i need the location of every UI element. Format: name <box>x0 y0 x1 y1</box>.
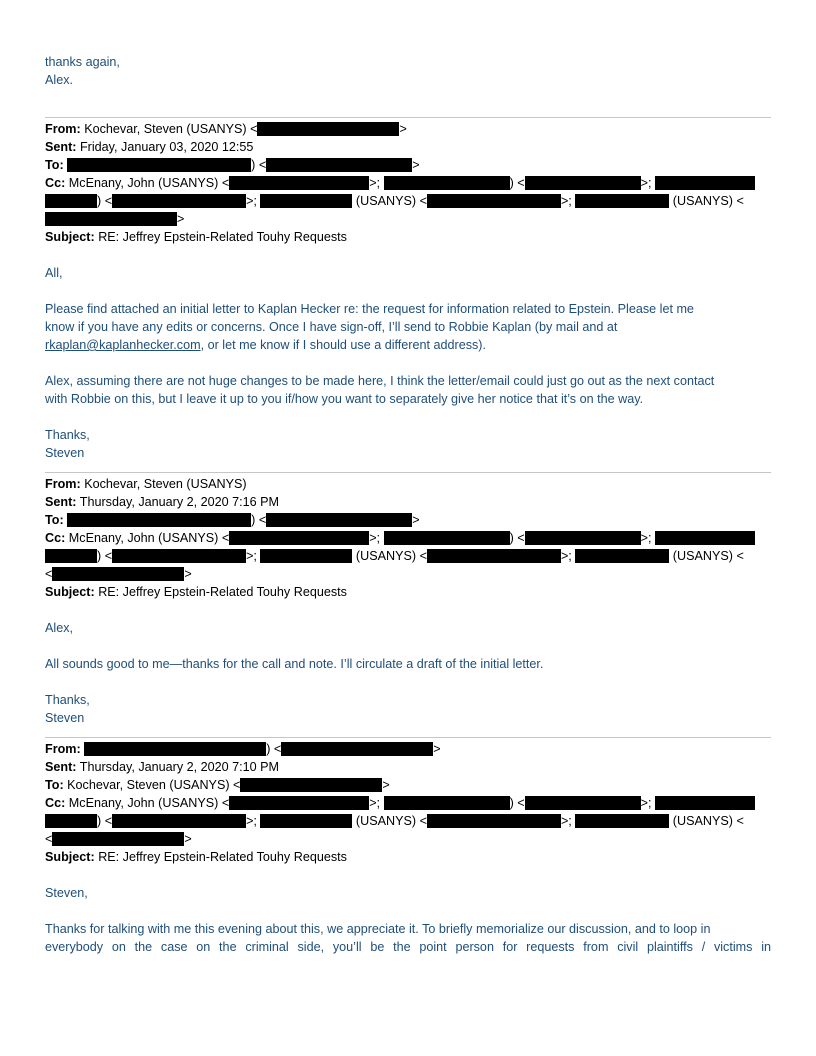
header-divider <box>45 117 771 118</box>
email-signoff: Thanks, <box>45 428 90 442</box>
redaction <box>384 531 510 545</box>
body-text: All sounds good to me—thanks for the call and note. I’ll circulate a draft of the initial letter. <box>45 657 544 671</box>
redaction <box>575 814 669 828</box>
redaction <box>384 176 510 190</box>
from-value: Kochevar, Steven (USANYS) < <box>84 122 258 136</box>
redaction <box>575 194 669 208</box>
redaction <box>525 531 641 545</box>
redaction <box>266 158 412 172</box>
redaction <box>427 194 561 208</box>
redaction <box>281 742 433 756</box>
body-text: with Robbie on this, but I leave it up to you if/how you want to separately give her notice that it’s on the way. <box>45 392 644 406</box>
email-greeting: All, <box>45 266 63 280</box>
cc-value: McEnany, John (USANYS) < <box>68 796 230 810</box>
redaction <box>427 549 561 563</box>
email-greeting: Steven, <box>45 886 88 900</box>
redaction <box>655 531 755 545</box>
redaction <box>112 194 246 208</box>
body-text: Alex, assuming there are not huge changes to be made here, I think the letter/email could just go out as the next contact <box>45 374 715 388</box>
redaction <box>45 194 97 208</box>
redaction <box>229 796 369 810</box>
email-signature: Steven <box>45 446 85 460</box>
subject-value: RE: Jeffrey Epstein-Related Touhy Requests <box>98 230 347 244</box>
redaction <box>52 832 184 846</box>
email-header-1: From: Kochevar, Steven (USANYS) < > Sent: Friday, January 03, 2020 12:55 To: ) < > Cc: McEnany, John (USANYS) < >; ) < >; ) < >; (USANYS) < >; (USANYS) < > Subject: RE: Jeffrey Epstein-Related Touhy Requests <box>45 120 771 246</box>
redaction <box>266 513 412 527</box>
redaction <box>260 549 352 563</box>
redaction <box>67 513 251 527</box>
redaction <box>525 176 641 190</box>
email-header-2: From: Kochevar, Steven (USANYS) Sent: Thursday, January 2, 2020 7:16 PM To: ) < > Cc: McEnany, John (USANYS) < >; ) < >; ) < >; (USANYS) < >; (USANYS) < < > Subject: RE: Jeffrey Epstein-Related Touhy Requests <box>45 475 771 601</box>
redaction <box>229 531 369 545</box>
intro-signature: Alex. <box>45 73 73 87</box>
to-value: Kochevar, Steven (USANYS) < <box>67 778 241 792</box>
redaction <box>525 796 641 810</box>
redaction <box>45 549 97 563</box>
redaction <box>52 567 184 581</box>
redaction <box>67 158 251 172</box>
redaction <box>229 176 369 190</box>
body-text: know if you have any edits or concerns. Once I have sign-off, I’ll send to Robbie Kaplan (by mail and at <box>45 320 618 334</box>
redaction <box>112 814 246 828</box>
redaction <box>240 778 382 792</box>
redaction <box>84 742 266 756</box>
body-text: Please find attached an initial letter to Kaplan Hecker re: the request for information related to Epstein. Please let me <box>45 302 694 316</box>
email-thread-page: thanks again, Alex. From: Kochevar, Steven (USANYS) < > Sent: Friday, January 03, 2020 12:55 To: ) < > Cc: McEnany, John (USANYS) < >; ) < >; ) < >; (USANYS) < >; (USANYS) < > Subject: RE: Jeffrey Epstein-Related Touhy Requests All, Please find attached an initial letter to Kaplan Hecker re: the request for information related to Epstein. Please let me know if you have any edits or concerns. Once I have sign-off, I’ll send to Robbie Kaplan (by mail and at rkaplan@kaplanhecker.com, or let me know if I should use a different address). Alex, assuming there are not huge changes to be made here, I think the letter/email could just go out as the next contact with Robbie on this, but I leave it up to you if/how you want to separately give her notice that it’s on the way. Thanks, Steven From: Kochevar, Steven (USANYS) Sent: Thursday, January 2, 2020 7:16 PM To: ) < > Cc: McEnany, John (USANYS) < >; ) < >; ) < >; (USANYS) < >; (USANYS) < < > Subject: RE: Jeffrey Epstein-Related Touhy Requests Alex, All sounds good to me—thanks for the call and note. I’ll circulate a draft of the initial letter. Thanks, Steven From: ) < > Sent: Thursday, January 2, 2020 7:10 PM To: Kochevar, Steven (USANYS) < > Cc: McEnany, John (USANYS) < >; ) < >; ) < >; (USANYS) < >; (USANYS) < < > Subject: RE: Jeffrey Epstein-Related Touhy Requests Steven, Thanks for talking with me this evening about this, we appreciate it. To briefly memorialize our discussion, and to loop in everybody on the case on the criminal side, you’ll be the point person for requests from civil plaintiffs / victims in <box>45 55 771 954</box>
header-divider <box>45 472 771 473</box>
body-text: Thanks for talking with me this evening about this, we appreciate it. To briefly memorialize our discussion, and to loop in <box>45 922 711 936</box>
header-divider <box>45 737 771 738</box>
sent-value: Thursday, January 2, 2020 7:16 PM <box>79 495 280 509</box>
cc-value: McEnany, John (USANYS) < <box>68 531 230 545</box>
intro-line: thanks again, <box>45 55 120 69</box>
cc-value: McEnany, John (USANYS) < <box>68 176 230 190</box>
from-value: Kochevar, Steven (USANYS) <box>84 477 247 491</box>
redaction <box>384 796 510 810</box>
email-header-3: From: ) < > Sent: Thursday, January 2, 2020 7:10 PM To: Kochevar, Steven (USANYS) < > Cc: McEnany, John (USANYS) < >; ) < >; ) < >; (USANYS) < >; (USANYS) < < > Subject: RE: Jeffrey Epstein-Related Touhy Requests <box>45 740 771 866</box>
redaction <box>655 796 755 810</box>
redaction <box>45 212 177 226</box>
redaction <box>655 176 755 190</box>
redaction <box>575 549 669 563</box>
sent-value: Thursday, January 2, 2020 7:10 PM <box>79 760 280 774</box>
redaction <box>260 194 352 208</box>
redaction <box>427 814 561 828</box>
subject-value: RE: Jeffrey Epstein-Related Touhy Requests <box>98 850 347 864</box>
email-signature: Steven <box>45 711 85 725</box>
subject-value: RE: Jeffrey Epstein-Related Touhy Requests <box>98 585 347 599</box>
email-greeting: Alex, <box>45 621 73 635</box>
redaction <box>257 122 399 136</box>
redaction <box>260 814 352 828</box>
email-link[interactable]: rkaplan@kaplanhecker.com <box>45 338 201 352</box>
redaction <box>45 814 97 828</box>
email-signoff: Thanks, <box>45 693 90 707</box>
body-text: everybody on the case on the criminal side, you’ll be the point person for requests from civil plaintiffs / victims in <box>45 940 771 954</box>
sent-value: Friday, January 03, 2020 12:55 <box>79 140 254 154</box>
redaction <box>112 549 246 563</box>
